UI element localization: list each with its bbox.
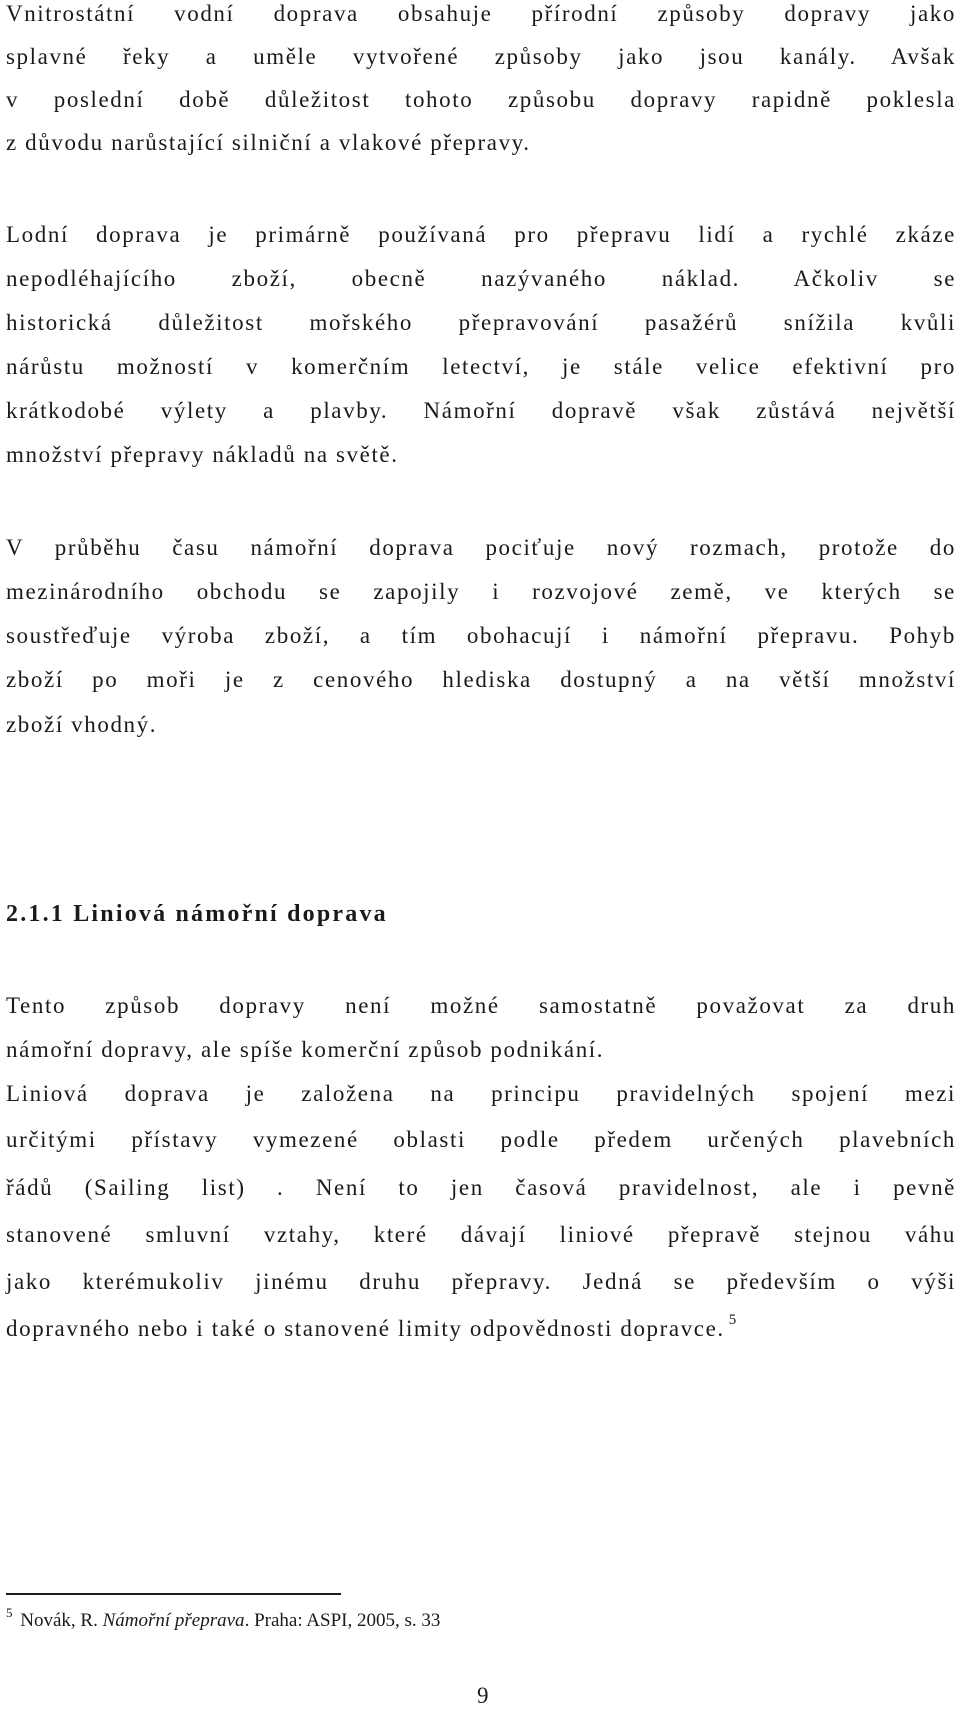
text-line: určitými přístavy vymezené oblasti podle předem určených plavebních (6, 1127, 956, 1152)
text-line: dopravného nebo i také o stanovené limity odpovědnosti dopravce. (6, 1316, 725, 1341)
text-line: V průběhu času námořní doprava pociťuje nový rozmach, protože do (6, 535, 956, 560)
footnote-separator (6, 1593, 341, 1595)
text-line: stanovené smluvní vztahy, které dávají liniové přepravě stejnou váhu (6, 1222, 956, 1247)
page-number: 9 (477, 1683, 489, 1708)
text-line: Liniová doprava je založena na principu pravidelných spojení mezi (6, 1081, 956, 1106)
text-line: Tento způsob dopravy není možné samostatně považovat za druh (6, 993, 956, 1018)
footnote-reference[interactable]: 5 (728, 1312, 737, 1328)
text-line: splavné řeky a uměle vytvořené způsoby jako jsou kanály. Avšak (6, 44, 956, 69)
footnote-title: Námořní přeprava (102, 1610, 245, 1631)
text-line: zboží vhodný. (6, 712, 158, 737)
text-line: mezinárodního obchodu se zapojily i rozvojové země, ve kterých se (6, 579, 956, 604)
text-line: množství přepravy nákladů na světě. (6, 442, 399, 467)
text-line: Vnitrostátní vodní doprava obsahuje přírodní způsoby dopravy jako (6, 1, 956, 26)
text-line: řádů (Sailing list) . Není to jen časová pravidelnost, ale i pevně (6, 1175, 956, 1200)
document-page (6, 0, 956, 1717)
text-line-with-footnote-ref (6, 1312, 737, 1346)
text-line: zboží po moři je z cenového hlediska dostupný a na větší množství (6, 667, 956, 692)
text-line: z důvodu narůstající silniční a vlakové přepravy. (6, 130, 531, 155)
text-line: soustřeďuje výroba zboží, a tím obohacují i námořní přepravu. Pohyb (6, 623, 956, 648)
section-heading: 2.1.1 Liniová námořní doprava (6, 901, 388, 927)
text-line: námořní dopravy, ale spíše komerční způsob podnikání. (6, 1037, 605, 1062)
footnote-author: Novák, R. (20, 1610, 98, 1631)
text-line: krátkodobé výlety a plavby. Námořní dopravě však zůstává největší (6, 398, 956, 423)
text-line: nepodléhajícího zboží, obecně nazývaného náklad. Ačkoliv se (6, 266, 956, 291)
text-line: historická důležitost mořského přepravování pasažérů snížila kvůli (6, 310, 956, 335)
footnote (6, 1605, 441, 1632)
footnote-publication: . Praha: ASPI, 2005, s. 33 (244, 1610, 441, 1631)
text-line: v poslední době důležitost tohoto způsobu dopravy rapidně poklesla (6, 87, 956, 112)
text-line: nárůstu možností v komerčním letectví, je stále velice efektivní pro (6, 354, 956, 379)
footnote-number: 5 (6, 1605, 13, 1620)
text-line: jako kterémukoliv jinému druhu přepravy. Jedná se především o výši (6, 1269, 956, 1294)
text-line: Lodní doprava je primárně používaná pro přepravu lidí a rychlé zkáze (6, 222, 956, 247)
